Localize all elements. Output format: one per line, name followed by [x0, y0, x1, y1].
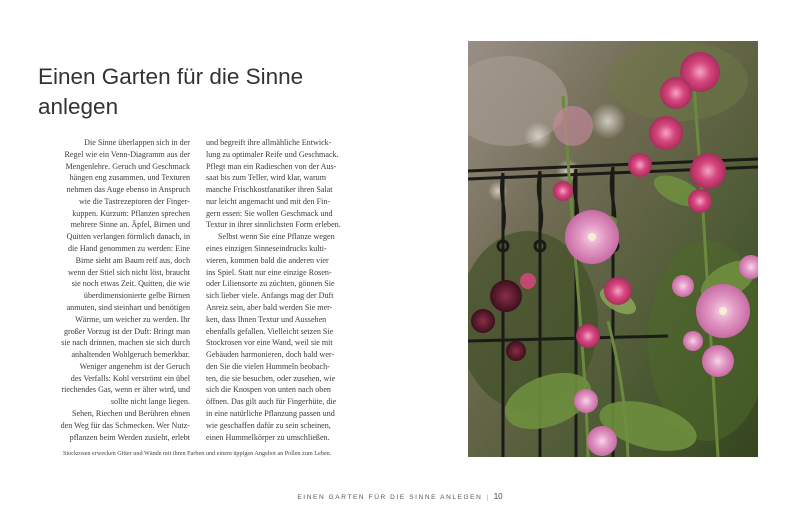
- text-line: ken, dass Ihnen Textur und Aussehen: [206, 314, 327, 324]
- text-line: ins Spiel. Statt nur eine einzige Rosen-: [206, 267, 332, 277]
- text-line: Anreiz sein, aber bald werden Sie mer-: [206, 302, 333, 312]
- text-line: Stockrosen vor eine Wand, weil sie mit: [206, 338, 333, 348]
- text-line: pflanzen beim Werden zusieht, erlebt: [69, 432, 190, 442]
- text-line: ten, die sie besuchen, oder zusehen, wie: [206, 373, 336, 383]
- text-line: ebenfalls gefallen. Vielleicht setzen Sie: [206, 326, 334, 336]
- text-line: mehrere Sinne an. Äpfel, Birnen und: [70, 220, 190, 230]
- text-line: sollte nicht lange liegen.: [110, 397, 190, 407]
- text-line: und begreift ihre allmähliche Entwick-: [206, 138, 332, 147]
- body-column-right: [206, 137, 370, 443]
- running-footer: [0, 492, 800, 501]
- text-line: sie noch etwas Zeit. Quitten, die wie: [71, 279, 190, 289]
- text-line: Textur in ihrer sinnlichsten Form erleben.: [206, 220, 341, 230]
- text-line: vieren, kommen bald die anderen vier: [206, 255, 329, 265]
- text-line: überdimensionierte gelbe Birnen: [83, 291, 190, 301]
- text-line: den Sie die vielen Hummeln beobach-: [206, 361, 330, 371]
- text-line: wie die Tastrezeptoren der Finger-: [78, 196, 190, 206]
- text-line: riechendes Gas, wenn er älter wird, und: [61, 385, 190, 395]
- running-head: EINEN GARTEN FÜR DIE SINNE ANLEGEN: [297, 494, 483, 501]
- text-line: anmuten, sind steinhart und benötigen: [66, 302, 190, 312]
- title-line-2: anlegen: [38, 94, 119, 119]
- page-title: [38, 62, 418, 122]
- text-line: öffnen. Das gilt auch für Fingerhüte, die: [206, 397, 337, 407]
- text-line: Mengenlehre. Geruch und Geschmack: [65, 161, 190, 171]
- body-column-left: [38, 137, 190, 443]
- text-line: sich lieber viele. Anfangs mag der Duft: [206, 291, 334, 301]
- text-line: wie geschaffen dafür zu sein scheinen,: [206, 420, 331, 430]
- text-line: Wärme, um weicher zu werden. Ihr: [75, 314, 190, 324]
- text-line: die Hand genommen zu werden: Eine: [67, 244, 190, 254]
- text-line: lung zu optimaler Reife und Geschmack.: [206, 149, 339, 159]
- text-line: Sehen, Riechen und Berühren ebnen: [72, 408, 190, 418]
- text-line: anhaltenden Wohlgeruch bemerkbar.: [71, 350, 190, 360]
- text-line: wenn der Stiel sich nicht löst, braucht: [67, 267, 190, 277]
- text-line: Selbst wenn Sie eine Pflanze wegen: [218, 232, 335, 242]
- footer-separator: |: [486, 494, 490, 501]
- text-line: Die Sinne überlappen sich in der: [84, 138, 190, 147]
- text-line: kuppen. Kurzum: Pflanzen sprechen: [72, 208, 190, 218]
- page-number: 10: [493, 492, 503, 501]
- title-line-1: Einen Garten für die Sinne: [38, 64, 304, 89]
- text-line: Pflegt man ein Radieschen von der Aus-: [206, 161, 337, 171]
- hollyhock-illustration: [468, 41, 758, 457]
- text-line: gern essen: Sie wollen Geschmack und: [206, 208, 333, 218]
- text-line: sie nach drinnen, machen sie sich durch: [61, 338, 190, 348]
- text-line: Weniger angenehm ist der Geruch: [79, 361, 190, 371]
- text-line: des Verfalls: Kohl verströmt ein übel: [70, 373, 190, 383]
- text-line: saat bis zum Teller, wird klar, warum: [206, 173, 327, 183]
- text-line: Gebäuden harmonieren, doch bald wer-: [206, 350, 335, 360]
- text-line: den Weg für das Schmecken. Wer Nutz-: [60, 420, 190, 430]
- text-line: hängen eng zusammen, und Texturen: [69, 173, 190, 183]
- text-line: Regel wie ein Venn-Diagramm aus der: [64, 149, 190, 159]
- text-line: nur leicht angemacht und mit den Fin-: [206, 196, 331, 206]
- text-line: in eine natürliche Pflanzung passen und: [206, 408, 335, 418]
- text-line: eines einzigen Sinneseindrucks kulti-: [206, 244, 327, 254]
- photo-caption: Stockrosen erwecken Gitter und Wände mit ihren Farben und einem üppigen Angebot an Pollen zum Leben.: [63, 450, 332, 457]
- text-line: Birne sieht am Baum reif aus, doch: [75, 255, 190, 265]
- hollyhock-photo: [468, 41, 758, 457]
- text-line: großer Vorzug ist der Duft: Bringt man: [63, 326, 190, 336]
- text-line: oder Liliensorte zu züchten, gönnen Sie: [206, 279, 335, 289]
- text-line: Quitten verlangen förmlich danach, in: [66, 232, 190, 242]
- text-line: sich die Knospen von unten nach oben: [206, 385, 331, 395]
- text-line: manche Frischkostfanatiker ihren Salat: [206, 185, 333, 195]
- text-line: einen Hummelkörper zu umschließen.: [206, 432, 330, 442]
- text-line: nehmen das Auge ebenso in Anspruch: [66, 185, 190, 195]
